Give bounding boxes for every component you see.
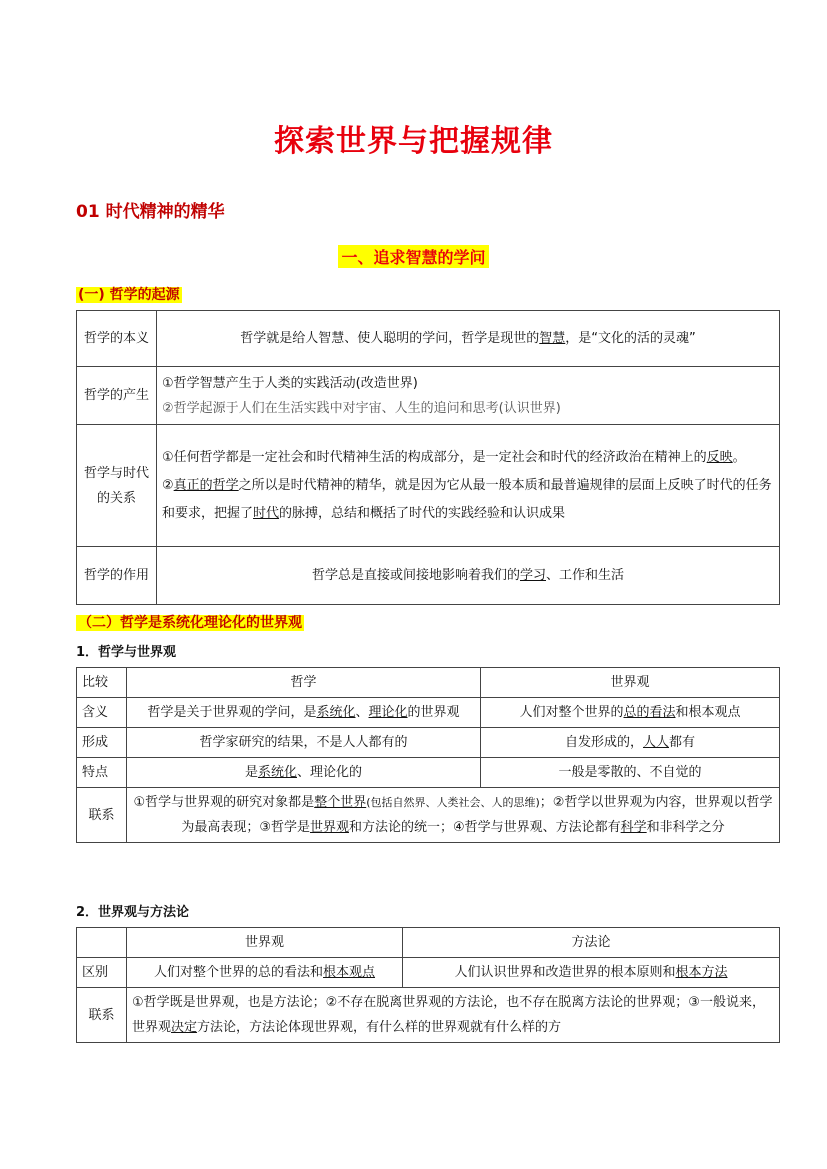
table-row bbox=[77, 547, 780, 605]
col-header: 哲学 bbox=[127, 668, 481, 698]
row-label: 哲学的产生 bbox=[77, 367, 157, 425]
row-content: 哲学就是给人智慧、使人聪明的学问，哲学是现世的智慧，是“文化的活的灵魂” bbox=[157, 311, 780, 367]
cell: 是系统化、理论化的 bbox=[127, 758, 481, 788]
section-heading: 01 时代精神的精华 bbox=[76, 202, 225, 222]
row-label: 联系 bbox=[77, 788, 127, 843]
subsection-heading: 一、追求智慧的学问 bbox=[338, 245, 488, 268]
table-row bbox=[77, 758, 780, 788]
col-header: 方法论 bbox=[403, 928, 780, 958]
row-label: 形成 bbox=[77, 728, 127, 758]
row-label: 哲学的作用 bbox=[77, 547, 157, 605]
cell: ①哲学与世界观的研究对象都是整个世界(包括自然界、人类社会、人的思维)；②哲学以世界观为内容，世界观以哲学为最高表现；③哲学是世界观和方法论的统一；④哲学与世界观、方法论都有科学和非科学之分 bbox=[127, 788, 780, 843]
cell: 一般是零散的、不自觉的 bbox=[481, 758, 780, 788]
row-label: 哲学的本义 bbox=[77, 311, 157, 367]
part2-heading: （二）哲学是系统化理论化的世界观 bbox=[78, 615, 302, 631]
row-label: 区别 bbox=[77, 958, 127, 988]
col-header bbox=[77, 928, 127, 958]
table-row bbox=[77, 425, 780, 547]
sub-heading-1: 1．哲学与世界观 bbox=[76, 645, 177, 660]
cell: ①哲学既是世界观，也是方法论；②不存在脱离世界观的方法论，也不存在脱离方法论的世界观；③一般说来，世界观决定方法论，方法论体现世界观，有什么样的世界观就有什么样的方 bbox=[127, 988, 780, 1043]
part1-heading: (一) 哲学的起源 bbox=[78, 287, 180, 303]
origin-table bbox=[76, 310, 780, 605]
row-content: 哲学总是直接或间接地影响着我们的学习、工作和生活 bbox=[157, 547, 780, 605]
col-header: 世界观 bbox=[481, 668, 780, 698]
page-title: 探索世界与把握规律 bbox=[274, 124, 553, 159]
philosophy-worldview-table bbox=[76, 667, 780, 843]
row-content: ①任何哲学都是一定社会和时代精神生活的构成部分，是一定社会和时代的经济政治在精神上的反映。 ②真正的哲学之所以是时代精神的精华，就是因为它从最一般本质和最普遍规律的层面上反映了时代的任务和要求，把握了时代的脉搏，总结和概括了时代的实践经验和认识成果 bbox=[157, 425, 780, 547]
row-label: 含义 bbox=[77, 698, 127, 728]
cell: 哲学家研究的结果，不是人人都有的 bbox=[127, 728, 481, 758]
table-row bbox=[77, 698, 780, 728]
table-row bbox=[77, 311, 780, 367]
col-header: 比较 bbox=[77, 668, 127, 698]
cell: 人们对整个世界的总的看法和根本观点 bbox=[127, 958, 403, 988]
table-row bbox=[77, 958, 780, 988]
table-header-row bbox=[77, 668, 780, 698]
table-row bbox=[77, 988, 780, 1043]
table-row bbox=[77, 367, 780, 425]
worldview-methodology-table bbox=[76, 927, 780, 1043]
cell: 人们对整个世界的总的看法和根本观点 bbox=[481, 698, 780, 728]
cell: 哲学是关于世界观的学问，是系统化、理论化的世界观 bbox=[127, 698, 481, 728]
col-header: 世界观 bbox=[127, 928, 403, 958]
table-row bbox=[77, 728, 780, 758]
row-label: 特点 bbox=[77, 758, 127, 788]
row-label: 哲学与时代的关系 bbox=[77, 425, 157, 547]
sub-heading-2: 2．世界观与方法论 bbox=[76, 905, 190, 920]
row-content: ①哲学智慧产生于人类的实践活动(改造世界) ②哲学起源于人们在生活实践中对宇宙、人生的追问和思考(认识世界) bbox=[157, 367, 780, 425]
table-header-row bbox=[77, 928, 780, 958]
cell: 自发形成的，人人都有 bbox=[481, 728, 780, 758]
table-row bbox=[77, 788, 780, 843]
row-label: 联系 bbox=[77, 988, 127, 1043]
cell: 人们认识世界和改造世界的根本原则和根本方法 bbox=[403, 958, 780, 988]
